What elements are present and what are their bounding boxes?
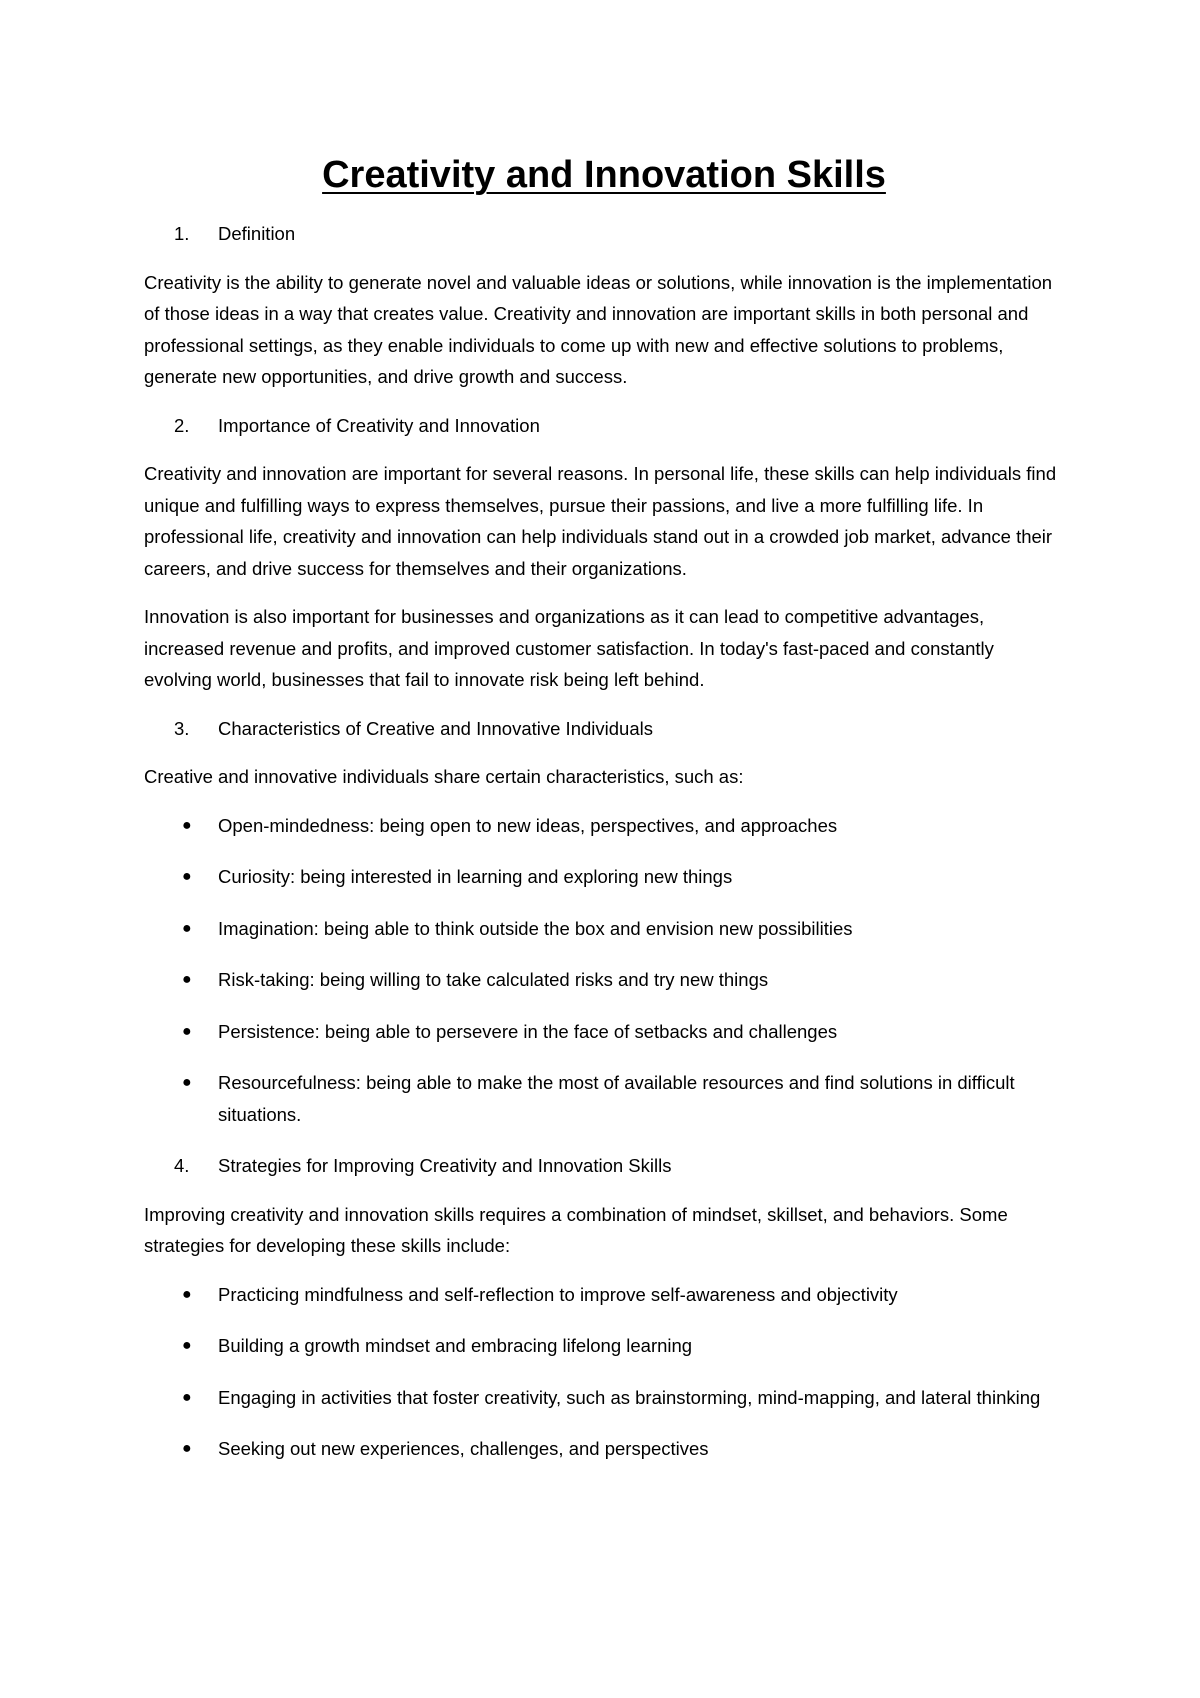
section-heading-definition: [144, 218, 1064, 250]
bullet-icon: ●: [182, 971, 192, 988]
list-item-text: Building a growth mindset and embracing lifelong learning: [218, 1335, 693, 1356]
list-item-text: Risk-taking: being willing to take calculated risks and try new things: [218, 969, 769, 990]
section-heading-text: Importance of Creativity and Innovation: [218, 414, 540, 436]
list-item-text: Practicing mindfulness and self-reflection to improve self-awareness and objectivity: [218, 1283, 898, 1305]
list-item: [144, 1016, 1064, 1048]
definition-paragraph: Creativity is the ability to generate novel and valuable ideas or solutions, while innovation is the implementation of those ideas in a way that creates value. Creativity and innovation are important skills in both personal and professional settings, as they enable individuals to come up with new and effective solutions to problems, generate new opportunities, and drive growth and success.: [144, 271, 1053, 387]
bullet-icon: ●: [182, 1022, 192, 1040]
list-item: [144, 1279, 1064, 1311]
document-title: Creativity and Innovation Skills: [322, 154, 886, 196]
list-item-text: Open-mindedness: being open to new ideas, perspectives, and approaches: [218, 814, 838, 836]
bullet-icon: ●: [182, 1440, 192, 1457]
section-heading-characteristics: [144, 713, 1064, 745]
list-item-text: Resourcefulness: being able to make the most of available resources and find solutions in difficult situations.: [218, 1072, 1015, 1125]
section-heading-strategies: [144, 1150, 1064, 1182]
section-heading-text: Strategies for Improving Creativity and Innovation Skills: [218, 1155, 672, 1176]
list-item-text: Imagination: being able to think outside the box and envision new possibilities: [218, 917, 853, 939]
list-item: [144, 913, 1064, 945]
list-item-text: Curiosity: being interested in learning and exploring new things: [218, 866, 733, 887]
list-item: [144, 861, 1064, 893]
bullet-icon: ●: [182, 1285, 192, 1303]
list-item: [144, 1433, 1064, 1465]
section-heading-text: Definition: [218, 223, 296, 244]
strategies-intro: Improving creativity and innovation skills requires a combination of mindset, skillset, and behaviors. Some strategies for developing these skills include:: [144, 1203, 1008, 1256]
characteristics-list: [144, 810, 1064, 1131]
list-item: [144, 1382, 1064, 1414]
list-item: [144, 1330, 1064, 1362]
bullet-icon: ●: [182, 1337, 192, 1354]
section-number: 3.: [174, 717, 190, 739]
section-number: 1.: [174, 223, 190, 244]
section-number: 4.: [174, 1155, 190, 1176]
characteristics-intro: Creative and innovative individuals share certain characteristics, such as:: [144, 766, 744, 787]
list-item-text: Persistence: being able to persevere in the face of setbacks and challenges: [218, 1020, 838, 1042]
bullet-icon: ●: [182, 919, 192, 937]
list-item: [144, 1067, 1064, 1130]
importance-paragraph-2: Innovation is also important for businesses and organizations as it can lead to competitive advantages, increased revenue and profits, and improved customer satisfaction. In today's fast-paced and constantly evolving world, businesses that fail to innovate risk being left behind.: [144, 606, 994, 690]
bullet-icon: ●: [182, 1074, 192, 1091]
document-content: [144, 148, 1064, 1485]
list-item: [144, 964, 1064, 996]
list-item: [144, 810, 1064, 842]
section-number: 2.: [174, 414, 190, 436]
importance-paragraph-1: Creativity and innovation are important for several reasons. In personal life, these skills can help individuals find unique and fulfilling ways to express themselves, pursue their passions, and live a more fulfilling life. In professional life, creativity and innovation can help individuals stand out in a crowded job market, advance their careers, and drive success for themselves and their organizations.: [144, 463, 1057, 579]
strategies-list: [144, 1279, 1064, 1465]
section-heading-text: Characteristics of Creative and Innovative Individuals: [218, 717, 653, 739]
list-item-text: Engaging in activities that foster creativity, such as brainstorming, mind-mapping, and lateral thinking: [218, 1386, 1041, 1408]
bullet-icon: ●: [182, 1388, 192, 1406]
bullet-icon: ●: [182, 816, 192, 834]
section-heading-importance: [144, 410, 1064, 442]
bullet-icon: ●: [182, 868, 192, 885]
list-item-text: Seeking out new experiences, challenges, and perspectives: [218, 1438, 709, 1459]
